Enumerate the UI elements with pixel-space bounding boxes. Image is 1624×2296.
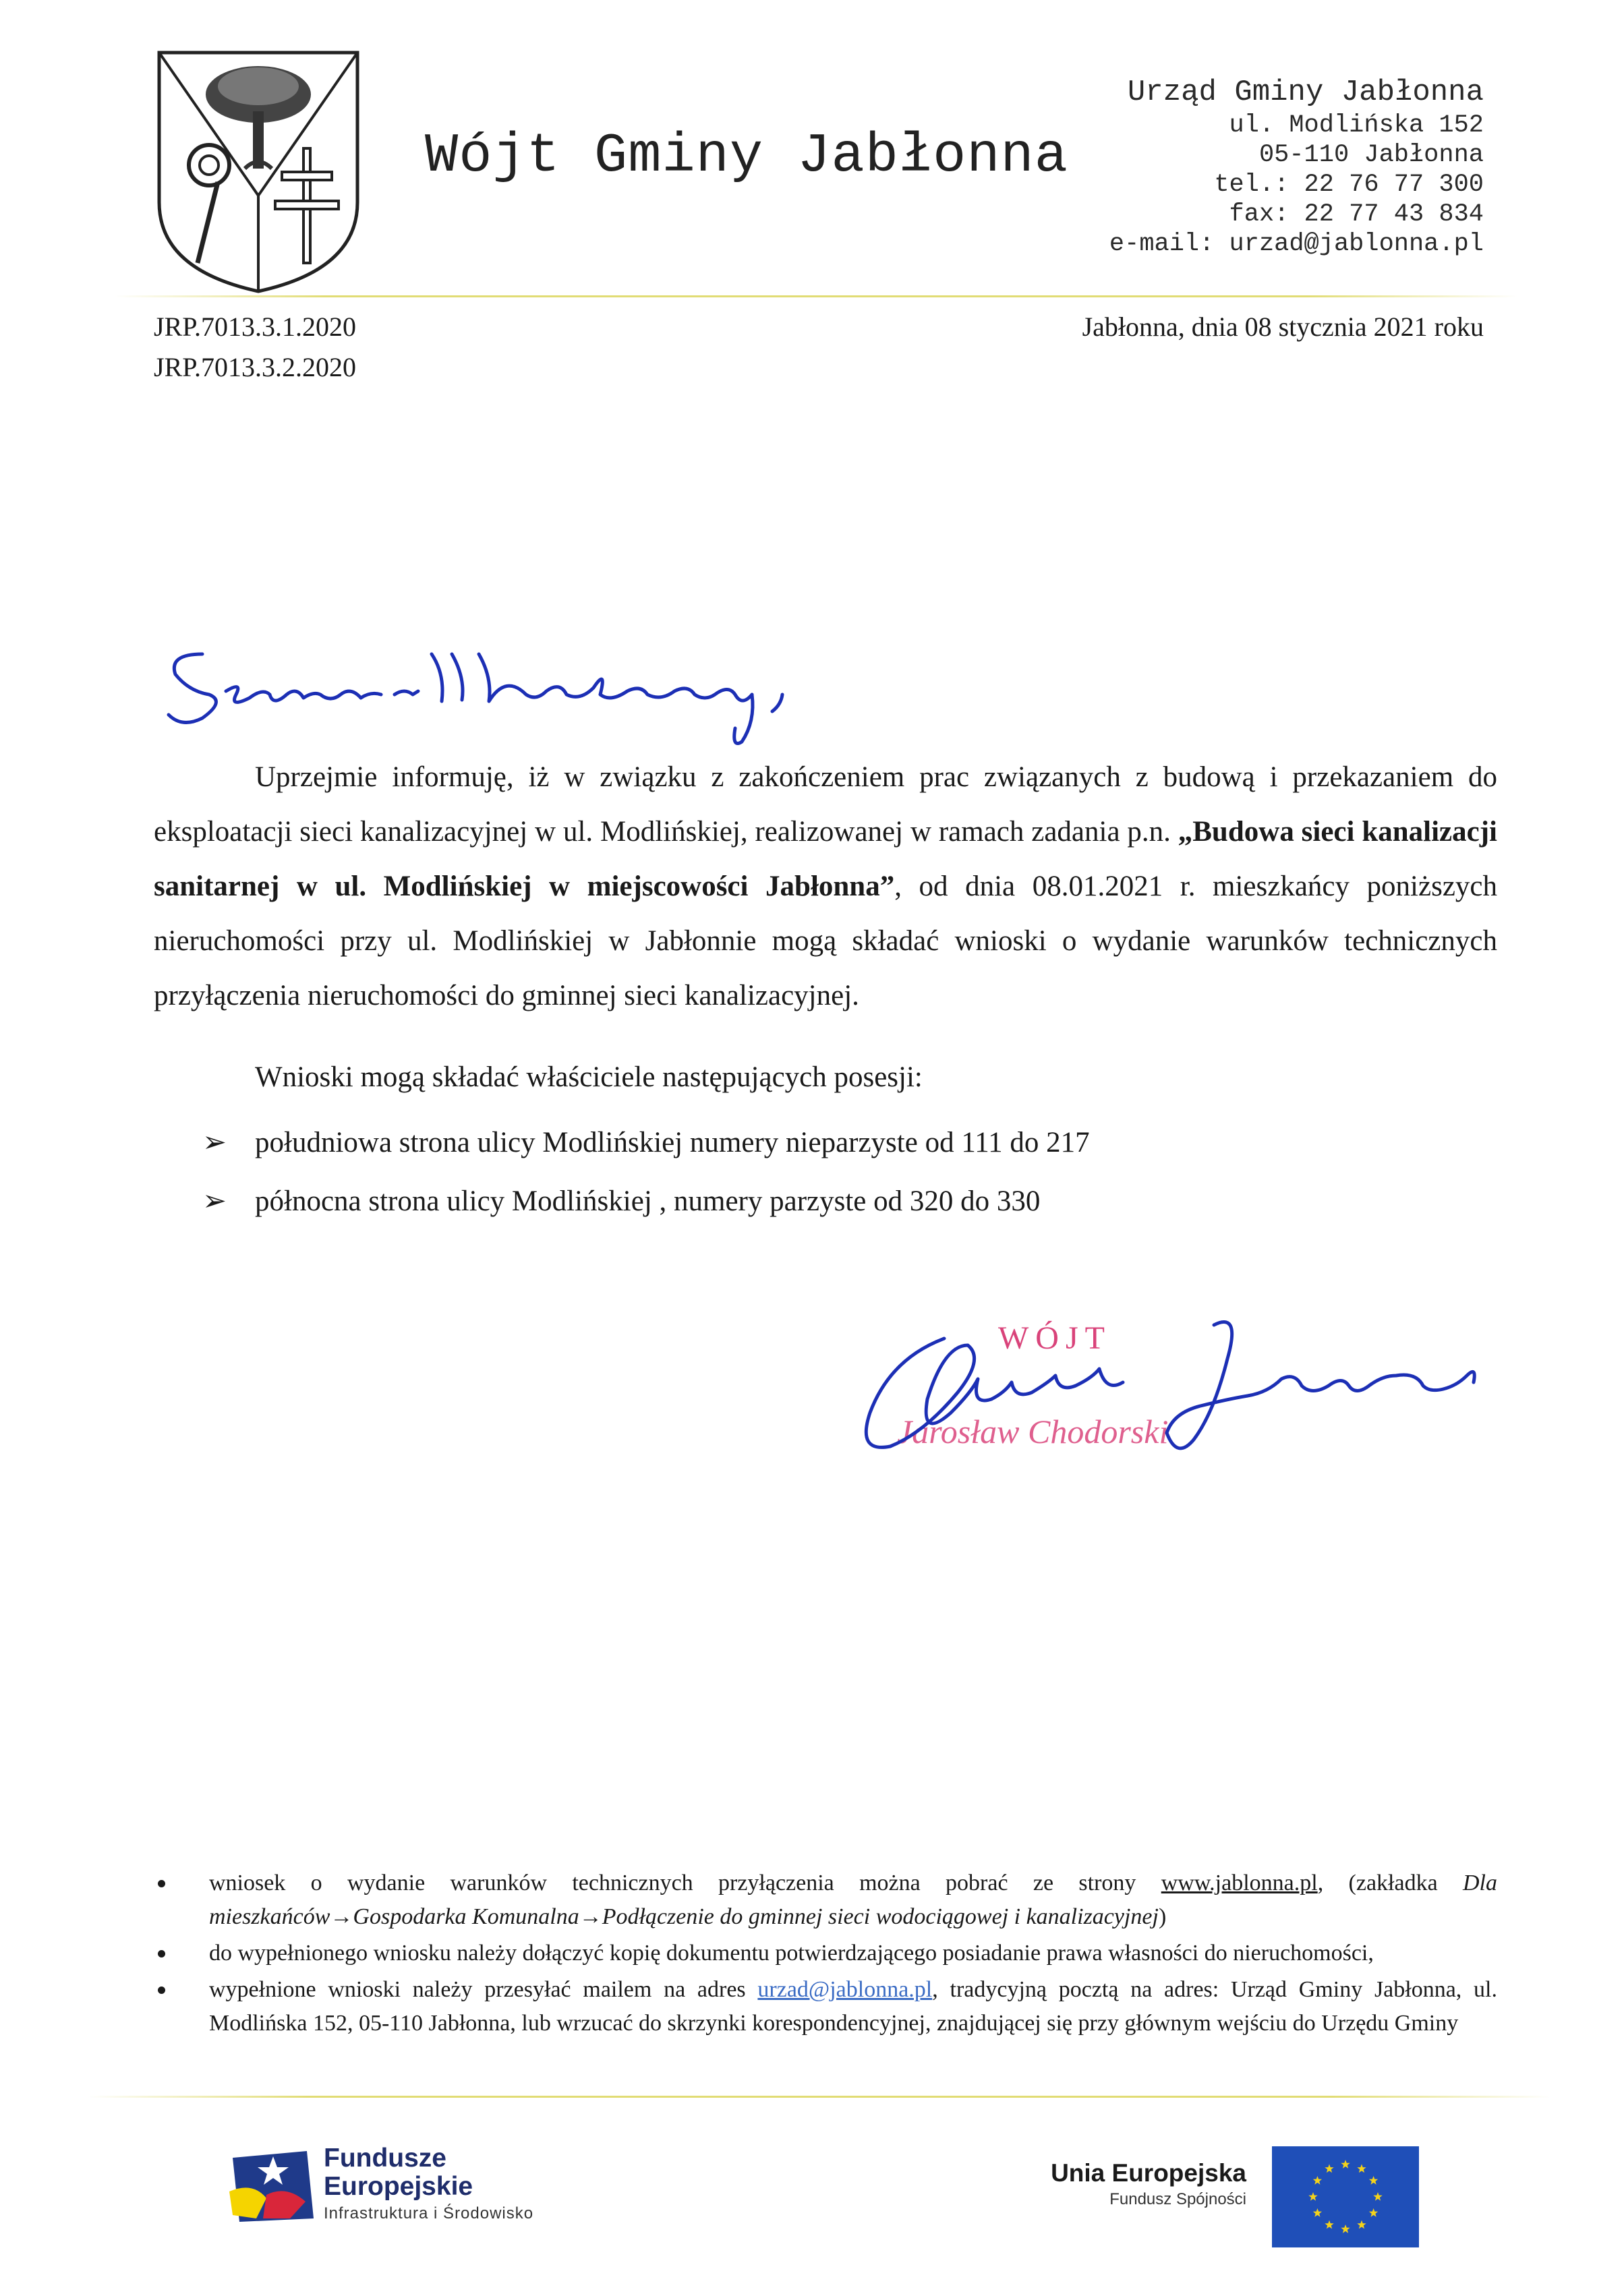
list-item	[202, 1123, 1090, 1163]
stamp-title: WÓJT	[998, 1320, 1111, 1356]
office-email: e-mail: urzad@jablonna.pl	[1109, 230, 1484, 258]
european-funds-label	[324, 2144, 533, 2227]
bullet-dot-icon	[158, 1950, 165, 1958]
note-text: )	[1158, 1904, 1167, 1929]
eu-fund: Fundusz Spójności	[1109, 2190, 1246, 2208]
header-divider	[115, 295, 1517, 297]
date-line: Jabłonna, dnia 08 stycznia 2021 roku	[1082, 312, 1484, 342]
eu-flag-icon	[1272, 2146, 1419, 2247]
eu-name: Unia Europejska	[1051, 2159, 1246, 2187]
office-address-block	[1109, 74, 1484, 259]
office-fax: fax: 22 77 43 834	[1229, 200, 1484, 229]
note-item	[154, 1973, 1497, 2040]
office-postcode: 05-110 Jabłonna	[1258, 141, 1484, 169]
note-text: , (zakładka	[1317, 1871, 1463, 1895]
project-name: „Budowa sieci kanalizacji sanitarnej w ul. Modlińskiej w miejscowości Jabłonna”	[154, 816, 1497, 902]
note-item	[154, 1937, 1497, 1970]
note-item	[154, 1866, 1497, 1934]
list-item-text: południowa strona ulicy Modlińskiej numery nieparzyste od 111 do 217	[255, 1127, 1090, 1158]
eu-label	[1051, 2158, 1246, 2210]
list-intro: Wnioski mogą składać właściciele następujących posesji:	[255, 1061, 923, 1093]
website-path: Dla mieszkańców→Gospodarka Komunalna→Podłączenie do gminnej sieci wodociągowej i kanalizacyjnej	[209, 1871, 1497, 1929]
reference-numbers	[154, 307, 356, 388]
paragraph-text: , od dnia 08.01.2021 r. mieszkańcy poniższych nieruchomości przy ul. Modlińskiej w Jabłonnie mogą składać wnioski o wydanie warunków technicznych przyłączenia nieruchomości do gminnej sieci kanalizacyjnej.	[154, 871, 1497, 1011]
fe-program: Infrastruktura i Środowisko	[324, 2204, 534, 2223]
stamp-name: Jarosław Chodorski	[897, 1413, 1169, 1450]
office-name: Urząd Gminy Jabłonna	[1127, 76, 1484, 109]
fe-line: Fundusze	[324, 2144, 446, 2173]
main-paragraph	[154, 750, 1497, 1023]
reference-number: JRP.7013.3.2.2020	[154, 352, 357, 382]
coat-of-arms-emblem	[154, 47, 363, 297]
note-text: , tradycyjną pocztą na adres: Urząd Gminy Jabłonna, ul. Modlińska 152, 05-110 Jabłonna, lub wrzucać do skrzynki korespondencyjnej, znajdującej się przy głównym wejściu do Urzędu Gminy	[209, 1977, 1497, 2036]
note-text: wypełnione wnioski należy przesyłać mailem na adres	[209, 1977, 758, 2002]
bullet-dot-icon	[158, 1880, 165, 1887]
signature-stamp	[809, 1298, 1484, 1494]
arrow-bullet-icon: ➢	[202, 1185, 227, 1217]
letter-body	[154, 750, 1497, 1023]
salutation-text: Szanowni Mieszkańcy,	[162, 746, 262, 758]
note-text: wniosek o wydanie warunków technicznych przyłączenia można pobrać ze strony	[209, 1871, 1161, 1895]
footnotes	[154, 1866, 1497, 2043]
office-street: ul. Modlińska 152	[1229, 111, 1484, 140]
handwritten-salutation	[162, 627, 991, 762]
letterhead-title: Wójt Gminy Jabłonna	[425, 125, 1068, 187]
paragraph-text: Uprzejmie informuję, iż w związku z zakończeniem prac związanych z budową i przekazaniem do eksploatacji sieci kanalizacyjnej w ul. Modlińskiej, realizowanej w ramach zadania p.n.	[154, 761, 1497, 848]
website-link[interactable]: www.jablonna.pl	[1161, 1871, 1318, 1895]
arrow-bullet-icon: ➢	[202, 1127, 227, 1158]
reference-number: JRP.7013.3.1.2020	[154, 312, 357, 342]
email-link[interactable]: urzad@jablonna.pl	[757, 1977, 933, 2002]
footer-divider	[88, 2096, 1551, 2098]
fe-line: Europejskie	[324, 2172, 473, 2201]
list-item	[202, 1181, 1040, 1222]
office-phone: tel.: 22 76 77 300	[1214, 171, 1484, 199]
european-funds-logo-icon	[226, 2144, 320, 2225]
list-item-text: północna strona ulicy Modlińskiej , numery parzyste od 320 do 330	[255, 1185, 1041, 1217]
bullet-dot-icon	[158, 1986, 165, 1994]
note-text: do wypełnionego wniosku należy dołączyć kopię dokumentu potwierdzającego posiadanie prawa własności do nieruchomości,	[209, 1941, 1374, 1966]
